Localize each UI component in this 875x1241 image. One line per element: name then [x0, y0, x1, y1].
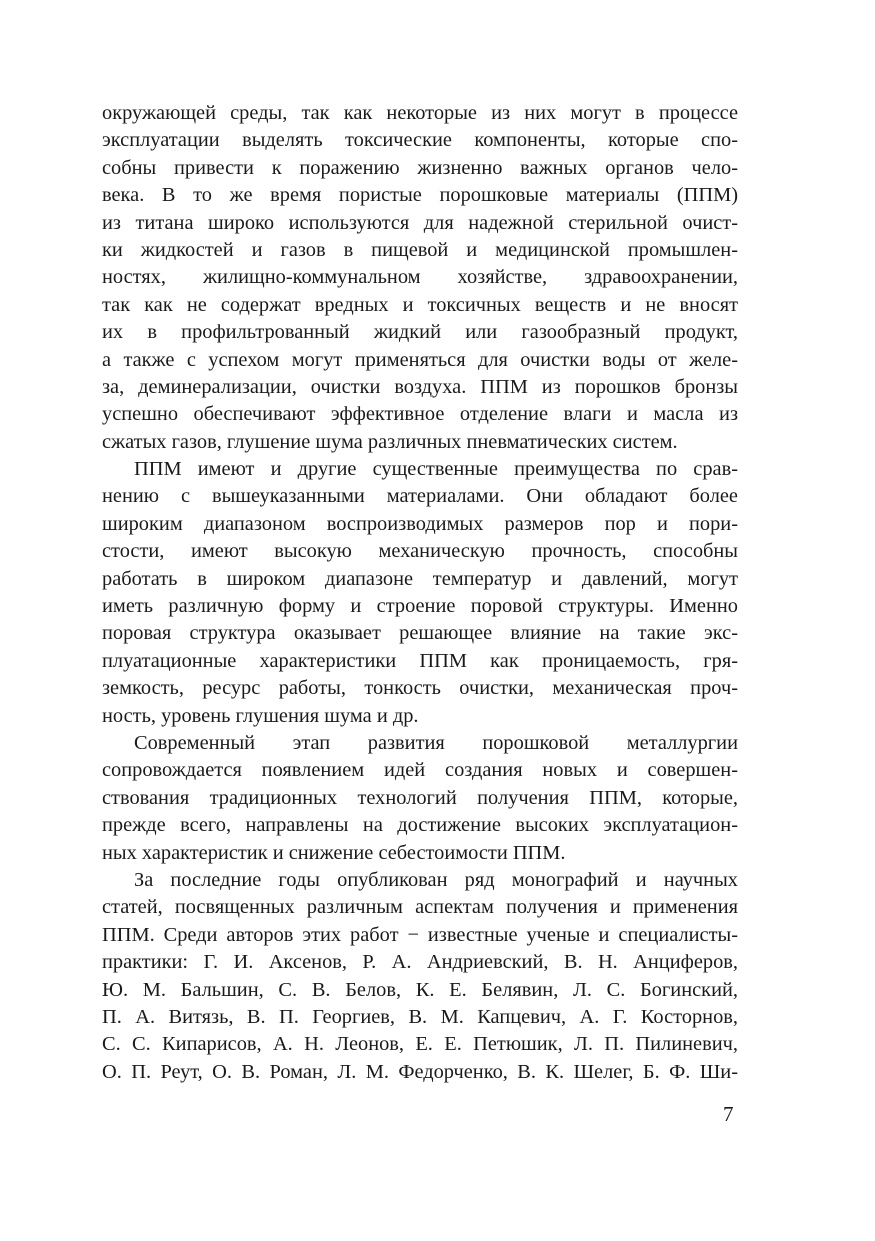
text-line: века. В то же время пористые порошковые материалы (ППМ)	[102, 184, 738, 207]
text-line: плуатационные характеристики ППМ как проницаемость, гря-	[102, 649, 738, 672]
text-line: работать в широком диапазоне температур и давлений, могут	[102, 567, 738, 590]
page-number: 7	[723, 1102, 734, 1126]
text-line: а также с успехом могут применяться для очистки воды от желе-	[102, 348, 738, 371]
paragraph-4	[102, 867, 738, 1086]
text-line: прежде всего, направлены на достижение высоких эксплуатацион-	[102, 814, 738, 837]
text-line: ки жидкостей и газов в пищевой и медицинской промышлен-	[102, 238, 738, 261]
text-line: Ю. М. Бальшин, С. В. Белов, К. Е. Белявин, Л. С. Богинский,	[102, 978, 738, 1001]
text-line: ностях, жилищно-коммунальном хозяйстве, здравоохранении,	[102, 266, 738, 289]
text-line: ных характеристик и снижение себестоимости ППМ.	[102, 841, 566, 864]
text-line: иметь различную форму и строение поровой структуры. Именно	[102, 595, 738, 618]
text-line: За последние годы опубликован ряд монографий и научных	[134, 868, 738, 891]
text-line: так как не содержат вредных и токсичных веществ и не вносят	[102, 293, 738, 316]
paragraph-2	[102, 456, 738, 730]
text-line: П. А. Витязь, В. П. Георгиев, В. М. Капцевич, А. Г. Косторнов,	[102, 1005, 738, 1028]
text-line: из титана широко используются для надежной стерильной очист-	[102, 211, 738, 234]
text-line: ППМ имеют и другие существенные преимущества по срав-	[134, 458, 738, 481]
text-line: С. С. Кипарисов, А. Н. Леонов, Е. Е. Петюшик, Л. П. Пилиневич,	[102, 1033, 738, 1056]
paragraph-1	[102, 100, 738, 456]
text-line: стости, имеют высокую механическую прочность, способны	[102, 540, 738, 563]
text-line: за, деминерализации, очистки воздуха. ППМ из порошков бронзы	[102, 375, 738, 398]
text-line: их в профильтрованный жидкий или газообразный продукт,	[102, 321, 738, 344]
text-line: эксплуатации выделять токсические компоненты, которые спо-	[102, 129, 738, 152]
text-line: ность, уровень глушения шума и др.	[102, 704, 419, 727]
text-line: сжатых газов, глушение шума различных пневматических систем.	[102, 430, 678, 453]
text-line: собны привести к поражению жизненно важных органов чело-	[102, 156, 738, 179]
text-line: широким диапазоном воспроизводимых размеров пор и пори-	[102, 512, 738, 535]
text-line: статей, посвященных различным аспектам получения и применения	[102, 896, 738, 919]
paragraph-3	[102, 730, 738, 867]
text-line: практики: Г. И. Аксенов, Р. А. Андриевский, В. Н. Анциферов,	[102, 951, 738, 974]
text-line: Современный этап развития порошковой металлургии	[134, 731, 738, 754]
text-line: ППМ. Среди авторов этих работ − известные ученые и специалисты-	[102, 923, 738, 946]
page-body	[102, 100, 738, 1086]
text-line: окружающей среды, так как некоторые из них могут в процессе	[102, 102, 738, 124]
text-line: нению с вышеуказанными материалами. Они обладают более	[102, 485, 738, 508]
text-line: успешно обеспечивают эффективное отделение влаги и масла из	[102, 403, 738, 426]
text-line: ствования традиционных технологий получения ППМ, которые,	[102, 786, 738, 809]
text-line: О. П. Реут, О. В. Роман, Л. М. Федорченко, В. К. Шелег, Б. Ф. Ши-	[102, 1060, 738, 1083]
text-line: земкость, ресурс работы, тонкость очистки, механическая проч-	[102, 677, 738, 700]
text-line: поровая структура оказывает решающее влияние на такие экс-	[102, 622, 738, 645]
text-line: сопровождается появлением идей создания новых и совершен-	[102, 759, 738, 782]
